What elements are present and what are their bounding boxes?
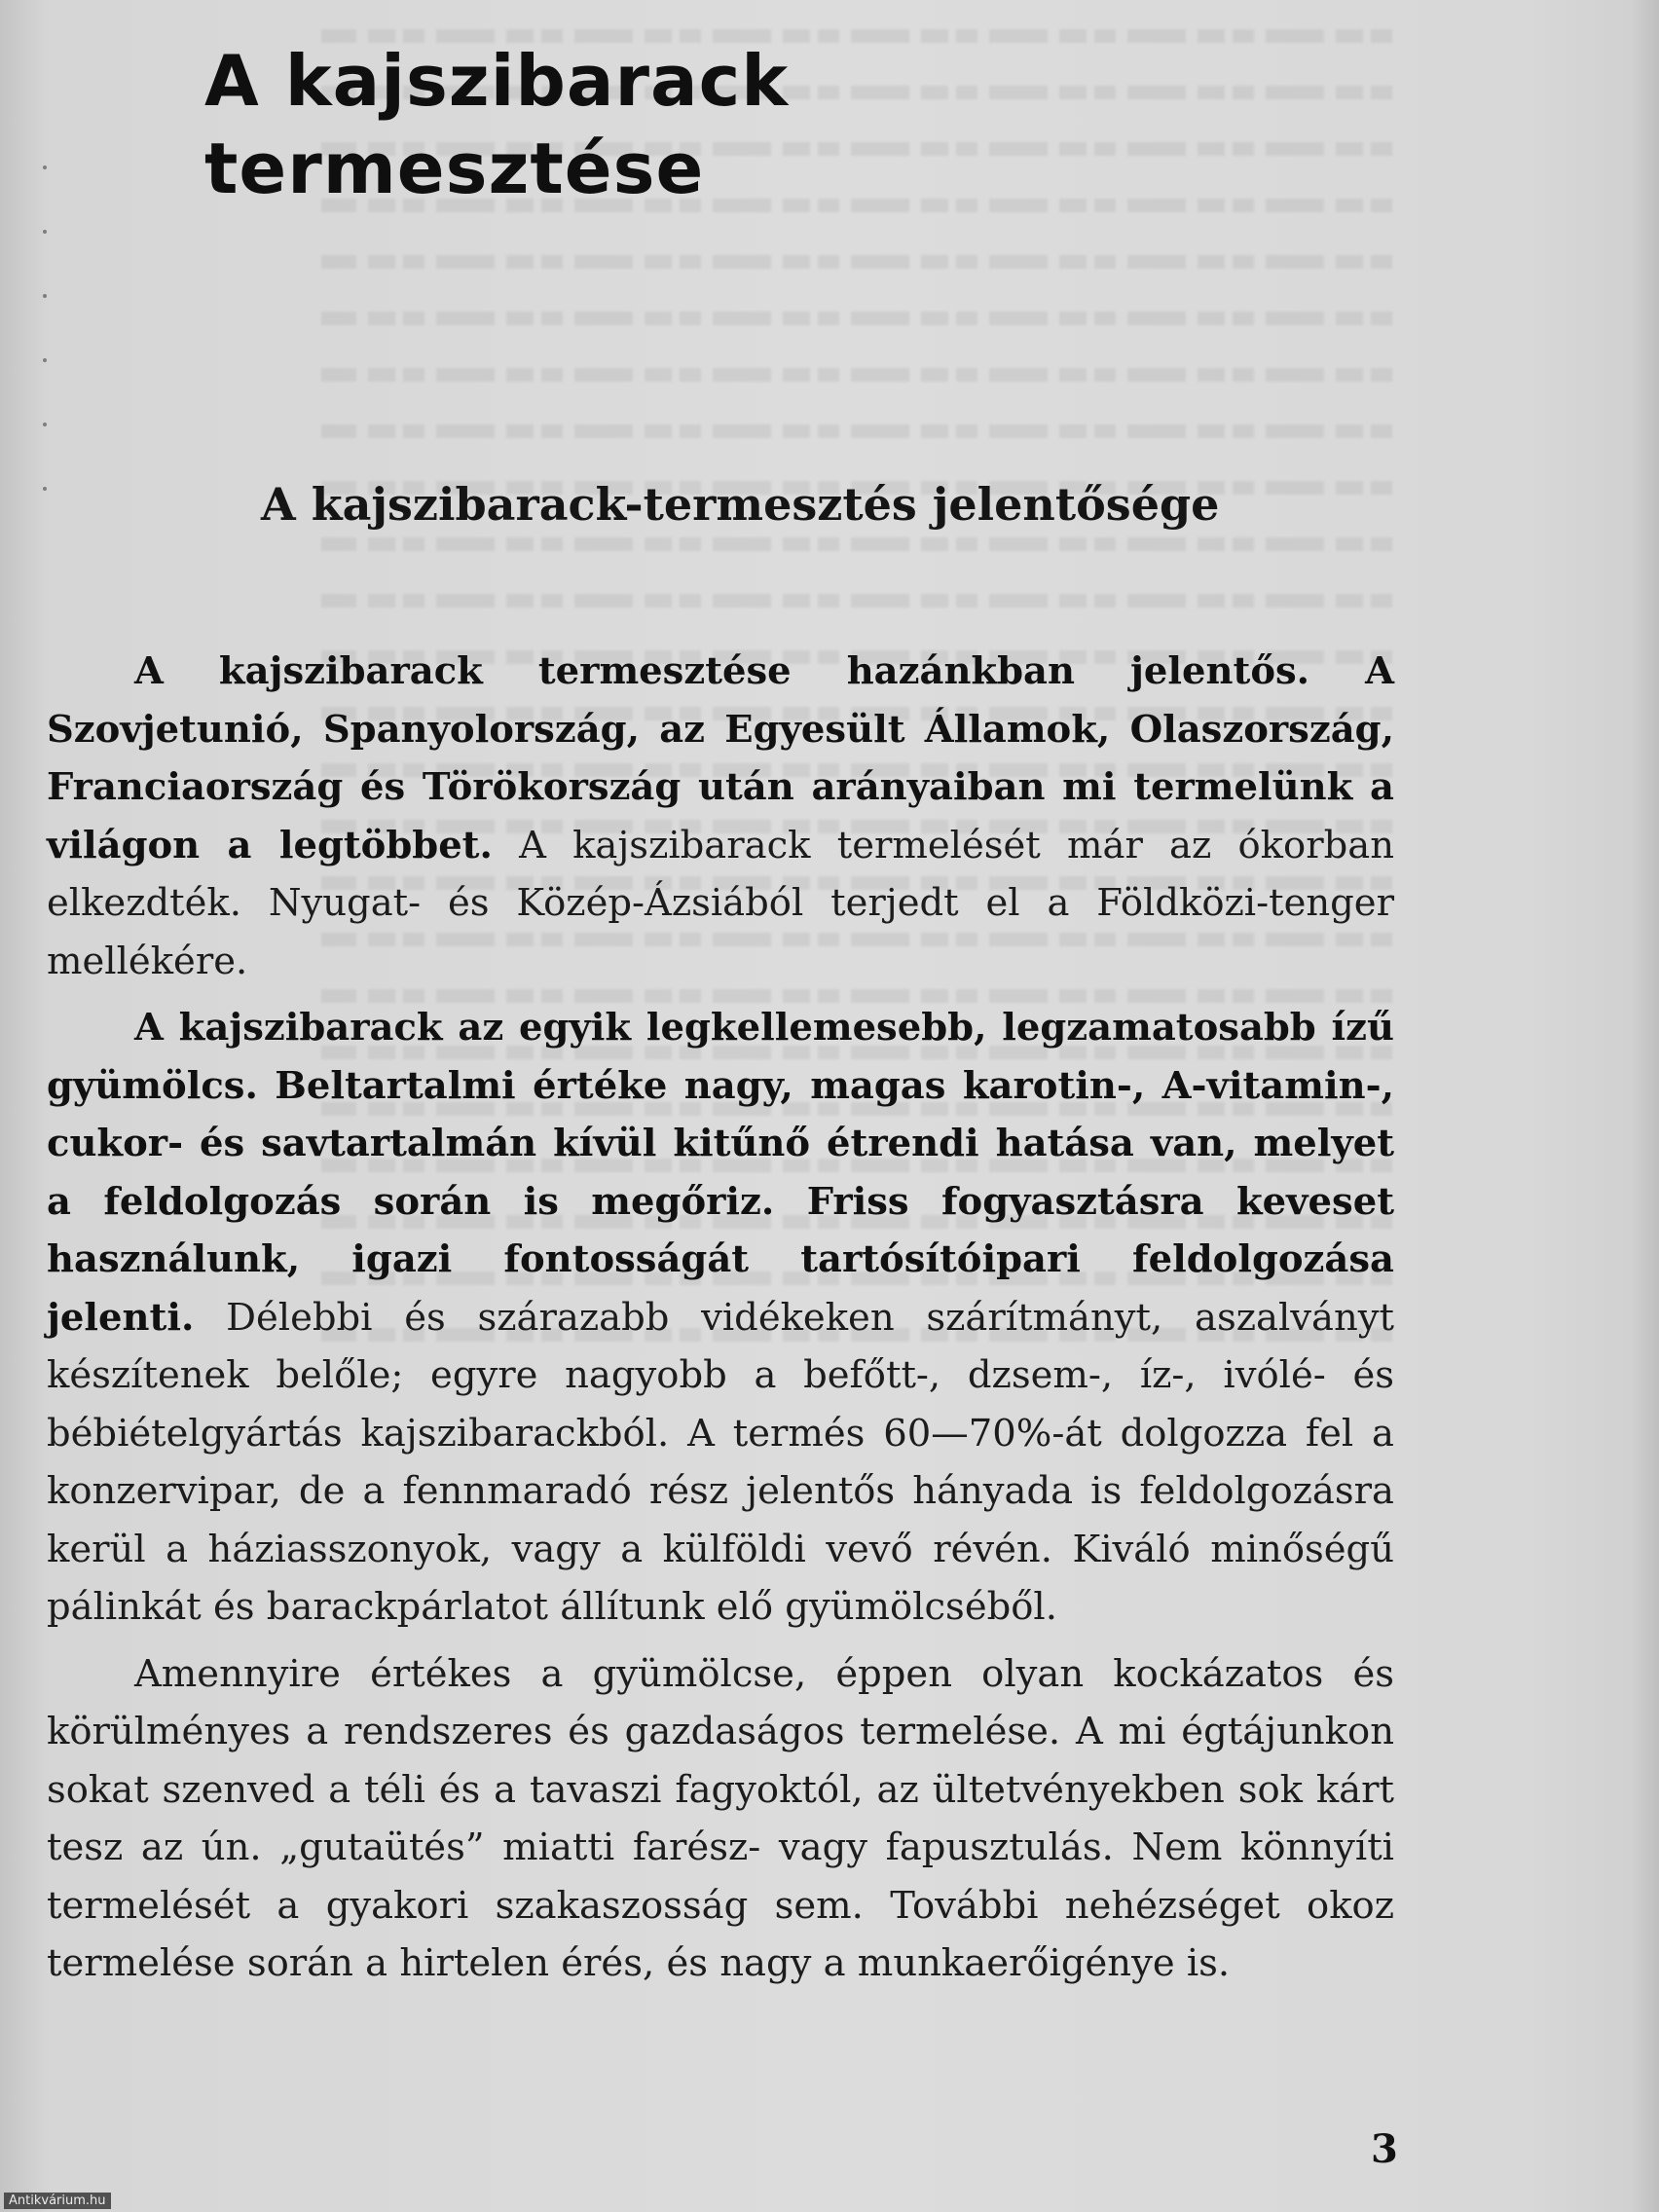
section-title: A kajszibarack-termesztés jelentősége [261, 478, 1220, 531]
paragraph-3-regular: Amennyire értékes a gyümölcse, éppen olyan kockázatos és körülményes a rendszeres és gazdaságos termelése. A mi égtájunkon sokat szenved a téli és a tavaszi fagyoktól, az ültetvényekben sok kárt tesz az ún. „gutaütés” miatti farész- vagy fapusztulás. Nem könnyíti termelését a gyakori szakaszosság sem. További nehézséget okoz termelése során a hirtelen érés, és nagy a munkaerőigénye is. [47, 1651, 1394, 1985]
page-number: 3 [1371, 2126, 1398, 2172]
paragraph-1-regular: A kajszibarack termelését már az ókorban elkezdték. Nyugat- és Közép-Ázsiából terjedt el a Földközi-tenger mellékére. [47, 823, 1394, 983]
margin-specks [43, 166, 53, 555]
watermark: Antikvárium.hu [4, 2193, 111, 2209]
paragraph-2-regular: Délebbi és szárazabb vidékeken szárítmányt, aszalványt készítenek belőle; egyre nagyobb a befőtt-, dzsem-, íz-, ivólé- és bébiételgyártás kajszibarackból. A termés 60—70%-át dolgozza fel a konzervipar, de a fennmaradó rész jelentős hányada is feldolgozásra kerül a háziasszonyok, vagy a külföldi vevő révén. Kiváló minőségű pálinkát és barackpárlatot állítunk elő gyümölcséből. [47, 1295, 1394, 1629]
paragraph-2-bold: A kajszibarack az egyik legkellemesebb, legzamatosabb ízű gyümölcs. Beltartalmi értéke nagy, magas karotin-, A-vitamin-, cukor- és savtartalmán kívül kitűnő étrendi hatása van, melyet a feldolgozás során is megőriz. Friss fogyasztásra keveset használunk, igazi fontosságát tartósítóipari feldolgozása jelenti. [47, 1006, 1394, 1340]
paragraph-3 [47, 1645, 1394, 1993]
paragraph-2 [47, 999, 1394, 1637]
body-text [47, 643, 1394, 2002]
paragraph-1-bold: A kajszibarack termesztése hazánkban jelentős. A Szovjetunió, Spanyolország, az Egyesült Államok, Olaszország, Franciaország és Törökország után arányaiban mi termelünk a világon a legtöbbet. [47, 649, 1394, 867]
paragraph-1 [47, 643, 1394, 990]
chapter-title: A kajszibarack termesztése [204, 40, 790, 209]
page-edge-shadow [1630, 0, 1659, 2212]
